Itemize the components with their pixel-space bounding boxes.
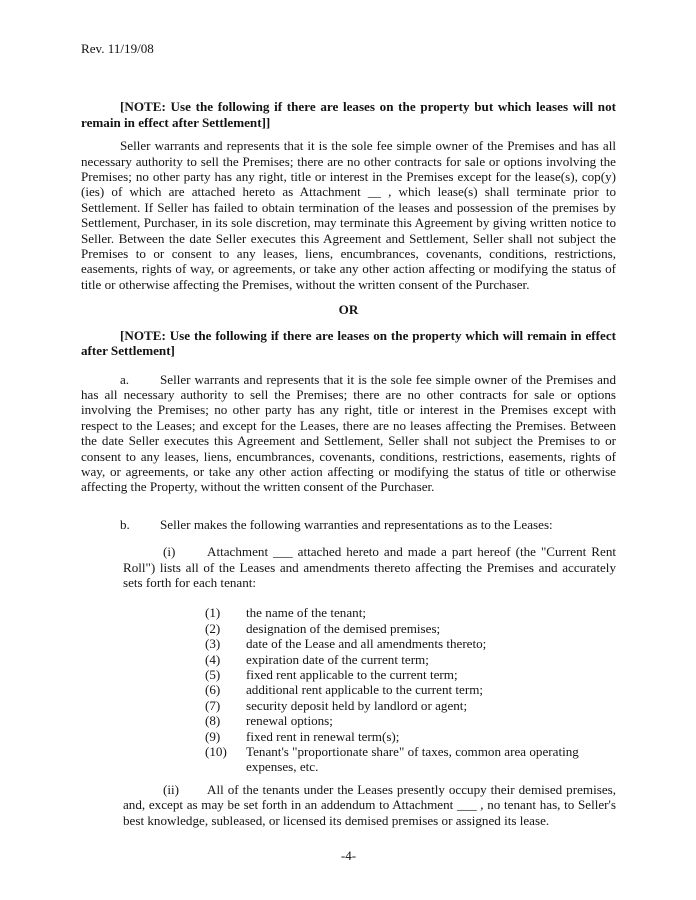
list-item-text: additional rent applicable to the current term; — [246, 682, 484, 698]
paragraph-seller-warrants-terminating-leases: Seller warrants and represents that it is the sole fee simple owner of the Premises and has all necessary authority to sell the Premises; there are no other contracts for sale or options involving the Premises; no other party has any right, title or interest in the Premises except for the lease(s), cop(y)(ies) of which are attached hereto as Attachment __ , which lease(s) shall terminate prior to Settlement. If Seller has failed to obtain termination of the leases and possession of the premises by Settlement, Purchaser, in its sole discretion, may terminate this Agreement by giving written notice to Seller. Between the date Seller executes this Agreement and Settlement, Seller shall not subject the Premises to or consent to any leases, liens, encumbrances, covenants, conditions, restrictions, easements, rights of way, or agreements, or take any other action affecting or modifying the status of title or otherwise affecting the Premises, without the written consent of the Purchaser. — [81, 138, 616, 292]
list-item-text: the name of the tenant; — [246, 605, 366, 621]
list-item — [205, 682, 616, 697]
paragraph-i-label: (i) — [163, 544, 176, 560]
list-item-number: (5) — [205, 667, 221, 682]
list-item — [205, 667, 616, 682]
list-item-number: (10) — [205, 744, 227, 760]
note-leases-remaining: [NOTE: Use the following if there are leases on the property which will remain in effect after Settlement] — [81, 327, 616, 359]
list-item — [205, 636, 616, 651]
list-item-number: (7) — [205, 697, 221, 713]
list-item-text: fixed rent in renewal term(s); — [246, 728, 400, 744]
page-number: -4- — [340, 847, 357, 863]
paragraph-b-label: b. — [120, 516, 130, 532]
list-item-number: (8) — [205, 713, 221, 729]
list-item — [205, 605, 616, 620]
list-item-text: Tenant's "proportionate share" of taxes, common area operating expenses, etc. — [246, 744, 579, 775]
paragraph-ii — [123, 782, 616, 828]
list-item-text: security deposit held by landlord or agent; — [246, 697, 468, 713]
list-item-text: expiration date of the current term; — [246, 651, 429, 667]
paragraph-ii-text: All of the tenants under the Leases presently occupy their demised premises, and, except as may be set forth in an addendum to Attachment ___ , no tenant has, to Seller's best knowledge, subleased, or licensed its demised premises or assigned its lease. — [123, 781, 616, 828]
list-item-text: renewal options; — [246, 713, 333, 729]
paragraph-a-text: Seller warrants and represents that it is the sole fee simple owner of the Premises and has all necessary authority to sell the Premises; there are no other contracts for sale or options involving the Premises; no other party has any right, title or interest in the Premises except with respect to the Leases; and except for the Leases, there are no leases affecting the Premises. Between the date Seller executes this Agreement and Settlement, Seller shall not subject the Premises to or consent to any leases, liens, encumbrances, covenants, conditions, restrictions, easements, rights of way, or agreements, or take any other action affecting or modifying the status of title or otherwise affecting the Property, without the written consent of the Purchaser. — [81, 371, 616, 495]
list-item-number: (2) — [205, 620, 221, 636]
list-item — [205, 729, 616, 744]
list-item — [205, 698, 616, 713]
list-item-number: (3) — [205, 636, 221, 652]
list-item-text: designation of the demised premises; — [246, 620, 441, 636]
page-footer — [81, 848, 616, 900]
list-item — [205, 621, 616, 636]
paragraph-a-label: a. — [120, 371, 130, 387]
list-item-number: (6) — [205, 682, 221, 698]
paragraph-ii-label: (ii) — [163, 781, 179, 797]
list-item-text: date of the Lease and all amendments thereto; — [246, 636, 487, 652]
list-item — [205, 744, 616, 775]
paragraph-b — [81, 517, 616, 532]
paragraph-i-text: Attachment ___ attached hereto and made a part hereof (the "Current Rent Roll") lists all of the Leases and amendments thereto affecting the Premises and accurately sets forth for each tenant: — [123, 544, 616, 590]
list-item-number: (1) — [205, 605, 221, 621]
list-item-number: (9) — [205, 728, 221, 744]
paragraph-b-text: Seller makes the following warranties and representations as to the Leases: — [160, 516, 553, 532]
list-item — [205, 652, 616, 667]
paragraph-i — [123, 544, 616, 590]
list-item-number: (4) — [205, 651, 221, 667]
or-separator: OR — [338, 302, 359, 318]
list-item — [205, 713, 616, 728]
paragraph-a — [81, 372, 616, 495]
tenant-info-list — [205, 605, 616, 774]
revision-date: Rev. 11/19/08 — [81, 41, 154, 56]
list-item-text: fixed rent applicable to the current term; — [246, 667, 458, 682]
note-leases-not-remaining: [NOTE: Use the following if there are leases on the property but which leases will not remain in effect after Settlement]] — [81, 99, 616, 130]
